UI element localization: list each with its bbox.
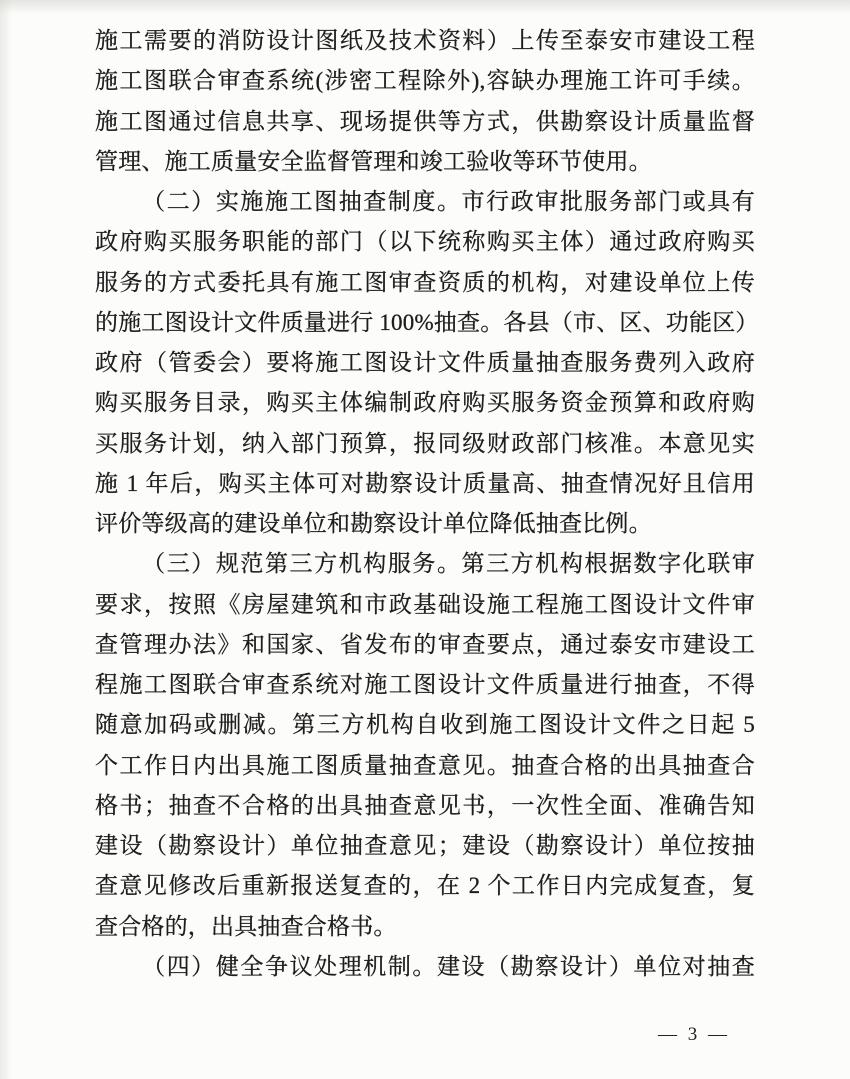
scan-edge-top-shading (0, 0, 850, 14)
document-line: 施工图通过信息共享、现场提供等方式，供勘察设计质量监督 (95, 108, 755, 134)
document-line: 格书；抽查不合格的出具抽查意见书，一次性全面、准确告知 (95, 792, 755, 818)
document-line: 买服务计划，纳入部门预算，报同级财政部门核准。本意见实 (95, 430, 755, 456)
document-line: 施 1 年后，购买主体可对勘察设计质量高、抽查情况好且信用 (95, 470, 755, 496)
document-line: 程施工图联合审查系统对施工图设计文件质量进行抽查，不得 (95, 672, 755, 697)
document-line: 查合格的，出具抽查合格书。 (95, 913, 397, 939)
document-line: 政府购买服务职能的部门（以下统称购买主体）通过政府购买 (95, 229, 755, 255)
document-line-section-3-heading: （三）规范第三方机构服务。第三方机构根据数字化联审 (142, 551, 755, 577)
document-line-section-4-heading: （四）健全争议处理机制。建设（勘察设计）单位对抽查 (142, 953, 755, 979)
document-line: 施工图联合审查系统(涉密工程除外),容缺办理施工许可手续。 (95, 68, 755, 94)
document-line: 查意见修改后重新报送复查的，在 2 个工作日内完成复查，复 (95, 873, 755, 899)
page-number: — 3 — (658, 1024, 730, 1045)
document-line: 随意加码或删减。第三方机构自收到施工图设计文件之日起 5 (95, 712, 755, 738)
document-line: 管理、施工质量安全监督管理和竣工验收等环节使用。 (95, 148, 652, 174)
document-line: 个工作日内出具施工图质量抽查意见。抽查合格的出具抽查合 (95, 752, 755, 778)
document-line: 政府（管委会）要将施工图设计文件质量抽查服务费列入政府 (95, 350, 755, 375)
document-line: 的施工图设计文件质量进行 100%抽查。各县（市、区、功能区） (95, 309, 759, 335)
document-line: 评价等级高的建设单位和勘察设计单位降低抽查比例。 (95, 511, 652, 536)
document-line: 要求，按照《房屋建筑和市政基础设施工程施工图设计文件审 (95, 591, 755, 617)
document-line: 建设（勘察设计）单位抽查意见；建设（勘察设计）单位按抽 (95, 833, 755, 858)
document-line: 查管理办法》和国家、省发布的审查要点，通过泰安市建设工 (95, 631, 755, 657)
document-line-section-2-heading: （二）实施施工图抽查制度。市行政审批服务部门或具有 (142, 189, 755, 214)
document-line: 购买服务目录，购买主体编制政府购买服务资金预算和政府购 (95, 390, 755, 416)
document-line: 服务的方式委托具有施工图审查资质的机构，对建设单位上传 (95, 269, 755, 295)
document-page-body (95, 21, 759, 987)
document-line: 施工需要的消防设计图纸及技术资料）上传至泰安市建设工程 (95, 28, 755, 53)
scan-edge-left-shading (0, 0, 12, 1079)
